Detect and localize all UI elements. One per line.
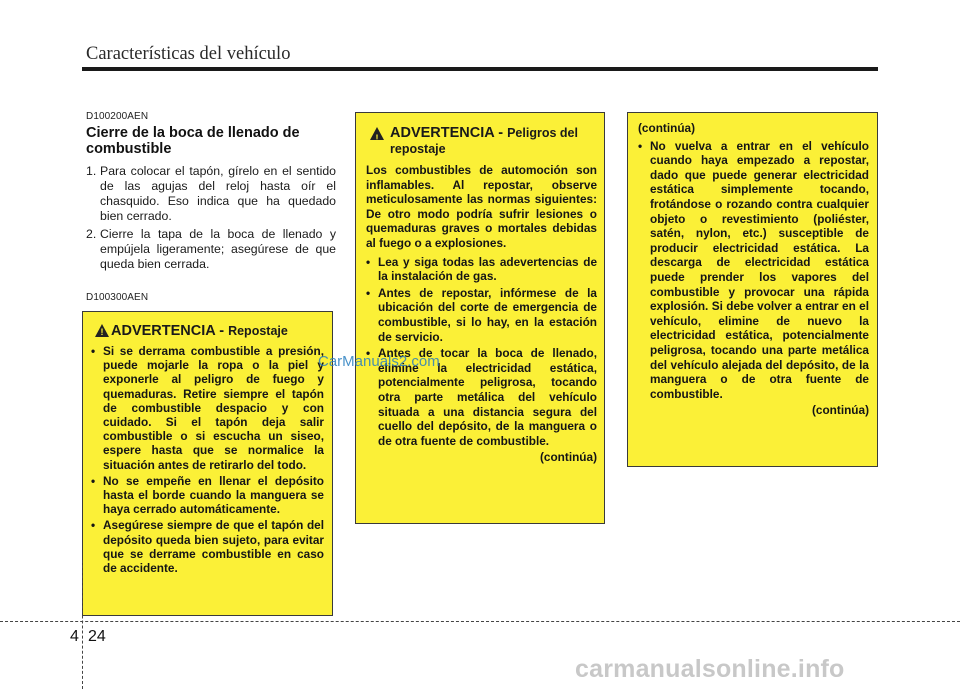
chapter-number: 4 — [70, 628, 79, 645]
page-number: 24 — [88, 628, 106, 645]
warning-bullet: • Antes de tocar la boca de llenado, elimine la electricidad estática, potencialmente peligrosa, tocando otra parte metálica del vehículo situada a una distancia segura del cuello del depósito, de la manguera o de otra fuente de combustible. — [366, 346, 597, 448]
watermark-overlay: CarManuals2.com — [318, 353, 440, 370]
warning-triangle-icon: ! — [95, 324, 109, 337]
section-title: Cierre de la boca de llenado de combustible — [86, 125, 300, 157]
footer-divider — [82, 560, 83, 689]
warning-intro: Los combustibles de automoción son inflamables. Al repostar, observe meticulosamente las normas siguientes: De otro modo podría sufrir lesiones o quemaduras graves o mortales debidas al fuego o a explosiones. — [366, 163, 597, 250]
warning-bullet: • No se empeñe en llenar el depósito hasta el borde cuando la manguera se haya cerrado automáticamente. — [91, 474, 324, 517]
warning-bullet: • Antes de repostar, infórmese de la ubicación del corte de emergencia de combustible, si lo hay, en la estación de servicio. — [366, 286, 597, 344]
warning-triangle-icon: ! — [370, 127, 384, 140]
warning-bullet: • Lea y siga todas las adevertencias de la instalación de gas. — [366, 255, 597, 284]
header-rule — [82, 67, 878, 71]
continues-label: (continúa) — [539, 450, 597, 465]
warning-bullet: • No vuelva a entrar en el vehículo cuando haya empezado a repostar, dado que puede generar electricidad estática simplemente tocando, frotándose o rozando contra cualquier objeto o revestimiento (poliéster, satén, nylon, etc.) susceptible de producir electricidad estática. La descarga de electricidad estática puede prender los vapores del combustible y provocar una rápida explosión. Si debe volver a entrar en el vehículo, elimine de nuevo la electricidad estática, potencialmente peligrosa, tocando una parte metálica del vehículo alejada del depósito, de la manguera o de otra fuente de combustible. — [638, 139, 869, 402]
step-item: 2. Cierre la tapa de la boca de llenado y empújela ligeramente; asegúrese de que queda bien cerrada. — [86, 227, 336, 271]
section-code: D100200AEN — [86, 111, 149, 122]
continued-head: (continúa) — [638, 121, 696, 135]
watermark-bottom: carmanualsonline.info — [575, 655, 845, 683]
warning-box-refueling-hazards — [355, 112, 605, 524]
warning-box-continued — [627, 112, 878, 467]
continues-label: (continúa) — [811, 403, 869, 418]
step-item: 1. Para colocar el tapón, gírelo en el sentido de las agujas del reloj hasta oír el chasquido. Eso indica que ha quedado bien cerrado. — [86, 164, 336, 223]
warning-box-refueling — [82, 311, 333, 616]
footer-rule — [0, 621, 960, 622]
warning-bullet: • Asegúrese siempre de que el tapón del depósito queda bien sujeto, para evitar que se derrame combustible en caso de accidente. — [91, 518, 324, 575]
warning-title: ! ADVERTENCIA - Repostaje — [111, 322, 324, 344]
warning-title: ! ADVERTENCIA - Peligros del repostaje — [390, 125, 597, 157]
page-header-title: Características del vehículo — [86, 44, 291, 64]
section-code: D100300AEN — [86, 292, 149, 303]
warning-bullet: • Si se derrama combustible a presión, puede mojarle la ropa o la piel y exponerle al peligro de fuego y quemaduras. Retire siempre el tapón de combustible despacio y con cuidado. Si el tapón deja salir combustible o si escucha un siseo, espere hasta que se normalice la situación antes de retirarlo del todo. — [91, 344, 324, 472]
steps-list — [86, 164, 336, 275]
